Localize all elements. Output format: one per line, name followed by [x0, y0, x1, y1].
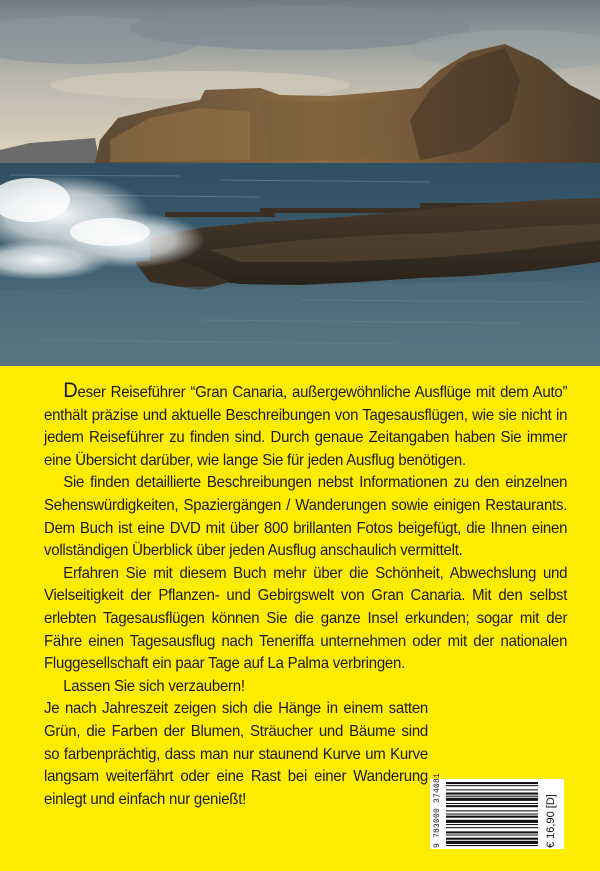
- paragraph-seasons: Je nach Jahreszeit zeigen sich die Hänge in einem satten Grün, die Farben der Blumen, Sträucher und Bäume sind so farbenprächtig, dass man nur staunend Kurve um Kurve langsam weiterfährt oder eine Rast bei einer Wanderung einlegt und einfach nur genießt!: [44, 700, 428, 808]
- paragraph-intro: [44, 380, 567, 472]
- paragraph-tagline: Lassen Sie sich verzaubern!: [63, 677, 245, 695]
- drop-cap: D: [63, 379, 78, 402]
- paragraph-nature: Erfahren Sie mit diesem Buch mehr über die Schönheit, Abwechslung und Vielseitigkeit der Pflanzen- und Gebirgswelt von Gran Canaria. Mit den selbst erlebten Tagesausflügen können Sie die ganze Insel erkunden; sogar mit der Fähre einen Tagesausflug nach Teneriffa unternehmen oder mit der nationalen Fluggesellschaft ein paar Tage auf La Palma verbringen.: [44, 564, 568, 673]
- paragraph-intro-text: eser Reiseführer “Gran Canaria, außergewöhnliche Ausflüge mit dem Auto” enthält präzise und aktuelle Beschreibungen von Tagesausflügen, wie sie nicht in jedem Reiseführer zu finden sind. Durch genaue Zeitangaben haben Sie immer eine Übersicht darüber, wie lange Sie für jeden Ausflug benötigen.: [44, 384, 568, 469]
- cover-description: [44, 380, 567, 811]
- barcode-digits: 9 783000 374081: [433, 772, 442, 848]
- price-label: € 16,90 [D]: [545, 794, 557, 848]
- cover-photo: [0, 0, 600, 366]
- paragraph-details: Sie finden detaillierte Beschreibungen nebst Informationen zu den einzelnen Sehenswürdigkeiten, Spaziergängen / Wanderungen sowie einigen Restaurants. Dem Buch ist eine DVD mit über 800 brillanten Fotos beigefügt, die Ihnen einen vollständigen Überblick über jeden Ausflug anschaulich vermittelt.: [44, 474, 568, 560]
- coastline-photo-illustration: [0, 0, 600, 366]
